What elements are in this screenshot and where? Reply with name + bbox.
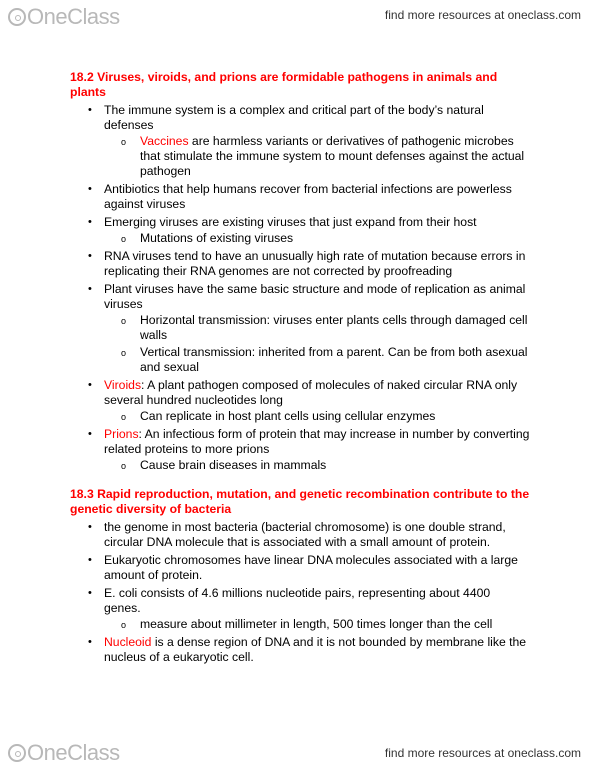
bullet-text: is a dense region of DNA and it is not bounded by membrane like the nucleus of a eukaryotic cell.: [104, 635, 527, 664]
bullet-text: the genome in most bacteria (bacterial chromosome) is one double strand, circular DNA molecule that is associated with a small amount of protein.: [104, 520, 506, 549]
key-term: Nucleoid: [104, 635, 152, 649]
bullet-text: Vertical transmission: inherited from a parent. Can be from both asexual and sexual: [140, 345, 528, 374]
sub-bullet-list: [104, 409, 530, 424]
bullet-item: [70, 378, 530, 424]
bullet-text: RNA viruses tend to have an unusually high rate of mutation because errors in replicating their RNA genomes are not corrected by proofreading: [104, 249, 526, 278]
sub-bullet-list: [104, 134, 530, 179]
bullet-item: [70, 215, 530, 246]
key-term: Vaccines: [140, 134, 189, 148]
bullet-item: [70, 282, 530, 375]
bullet-text: Mutations of existing viruses: [140, 231, 294, 245]
bullet-item: [70, 635, 530, 665]
bullet-text: are harmless variants or derivatives of pathogenic microbes that stimulate the immune system to mount defenses against the actual pathogen: [140, 134, 525, 178]
sub-bullet-item: [104, 134, 530, 179]
page-header: [0, 0, 595, 34]
bullet-text: : A plant pathogen composed of molecules of naked circular RNA only several hundred nucleotides long: [104, 378, 518, 407]
bullet-item: [70, 427, 530, 473]
page-footer: [0, 736, 595, 770]
bullet-item: [70, 182, 530, 212]
bullet-text: Can replicate in host plant cells using cellular enzymes: [140, 409, 436, 423]
sub-bullet-list: [104, 313, 530, 375]
footer-tagline-link[interactable]: find more resources at oneclass.com: [384, 746, 581, 760]
header-tagline-link[interactable]: find more resources at oneclass.com: [384, 8, 581, 22]
bullet-text: : An infectious form of protein that may increase in number by converting related proteins to more prions: [104, 427, 530, 456]
bullet-text: Cause brain diseases in mammals: [140, 458, 327, 472]
oneclass-logo-icon: [8, 8, 26, 26]
bullet-item: [70, 103, 530, 179]
sub-bullet-item: [104, 409, 530, 424]
bullet-text: Plant viruses have the same basic structure and mode of replication as animal viruses: [104, 282, 526, 311]
bullet-item: [70, 520, 530, 550]
sub-bullet-item: [104, 345, 530, 375]
key-term: Prions: [104, 427, 139, 441]
sub-bullet-list: [104, 617, 530, 632]
section-heading: 18.2 Viruses, viroids, and prions are formidable pathogens in animals and plants: [70, 70, 498, 99]
sub-bullet-item: [104, 617, 530, 632]
bullet-text: Eukaryotic chromosomes have linear DNA molecules associated with a large amount of protein.: [104, 553, 518, 582]
bullet-text: measure about millimeter in length, 500 times longer than the cell: [140, 617, 493, 631]
bullet-text: The immune system is a complex and critical part of the body’s natural defenses: [104, 103, 484, 132]
bullet-item: [70, 586, 530, 632]
bullet-item: [70, 249, 530, 279]
bullet-list: [70, 520, 530, 665]
bullet-text: Antibiotics that help humans recover from bacterial infections are powerless against viruses: [104, 182, 512, 211]
bullet-text: Emerging viruses are existing viruses that just expand from their host: [104, 215, 477, 229]
logo-text: OneClass: [27, 4, 120, 29]
bullet-text: Horizontal transmission: viruses enter plants cells through damaged cell walls: [140, 313, 528, 342]
section-heading: 18.3 Rapid reproduction, mutation, and genetic recombination contribute to the genetic diversity of bacteria: [70, 487, 530, 516]
oneclass-logo[interactable]: [8, 740, 120, 766]
sub-bullet-item: [104, 458, 530, 473]
oneclass-logo[interactable]: [8, 4, 120, 30]
oneclass-logo-icon: [8, 744, 26, 762]
sub-bullet-list: [104, 231, 530, 246]
bullet-item: [70, 553, 530, 583]
sub-bullet-list: [104, 458, 530, 473]
logo-text: OneClass: [27, 740, 120, 765]
bullet-list: [70, 103, 530, 473]
bullet-text: E. coli consists of 4.6 millions nucleotide pairs, representing about 4400 genes.: [104, 586, 491, 615]
sub-bullet-item: [104, 231, 530, 246]
key-term: Viroids: [104, 378, 142, 392]
document-body: [70, 70, 530, 668]
sub-bullet-item: [104, 313, 530, 343]
